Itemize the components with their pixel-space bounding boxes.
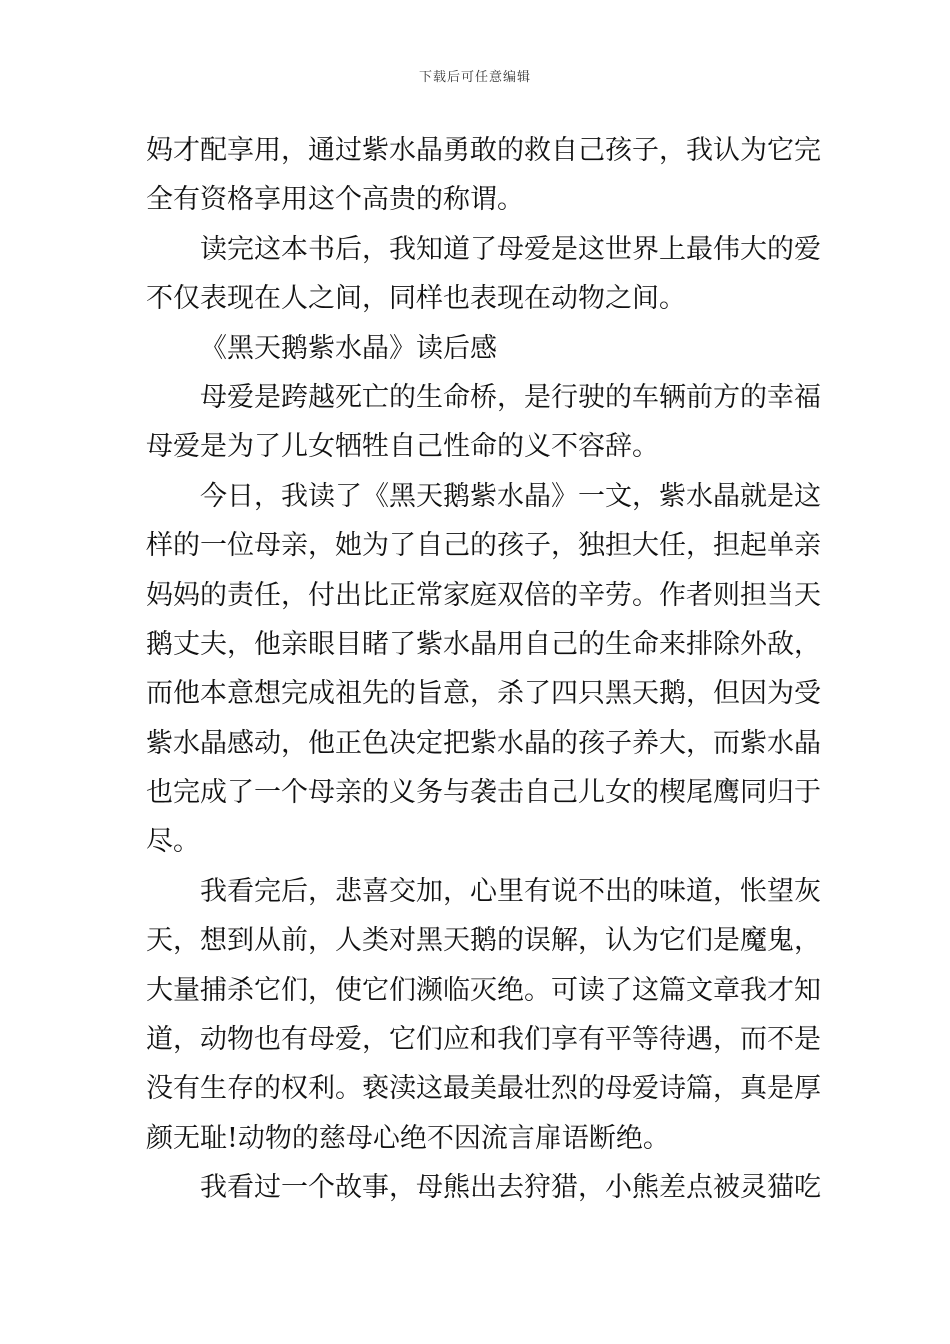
text-line: 妈妈的责任，付出比正常家庭双倍的辛劳。作者则担当天 xyxy=(146,579,821,611)
text-line: 尽。 xyxy=(146,826,200,858)
text-line: 我看过一个故事，母熊出去狩猎，小熊差点被灵猫吃 xyxy=(200,1172,821,1204)
document-body xyxy=(146,126,821,1213)
page-header: 下载后可任意编辑 xyxy=(418,70,531,85)
text-line: 读完这本书后，我知道了母爱是这世界上最伟大的爱 xyxy=(200,233,821,265)
text-line: 今日，我读了《黑天鹅紫水晶》一文，紫水晶就是这 xyxy=(200,480,821,512)
text-line: 颜无耻!动物的慈母心绝不因流言扉语断绝。 xyxy=(146,1122,670,1154)
text-line: 大量捕杀它们，使它们濒临灭绝。可读了这篇文章我才知 xyxy=(146,974,821,1006)
text-line: 样的一位母亲，她为了自己的孩子，独担大任，担起单亲 xyxy=(146,530,821,562)
text-line: 妈才配享用，通过紫水晶勇敢的救自己孩子，我认为它完 xyxy=(146,135,821,166)
text-line: 母爱是跨越死亡的生命桥，是行驶的车辆前方的幸福 xyxy=(200,381,821,413)
text-line: 天，想到从前，人类对黑天鹅的误解，认为它们是魔鬼， xyxy=(146,925,821,957)
text-line: 我看完后，悲喜交加，心里有说不出的味道，怅望灰 xyxy=(200,875,821,907)
text-line: 全有资格享用这个高贵的称谓。 xyxy=(146,184,524,216)
text-line: 母爱是为了儿女牺牲自己性命的义不容辞。 xyxy=(146,431,659,463)
section-title: 《黑天鹅紫水晶》读后感 xyxy=(200,332,497,364)
text-line: 也完成了一个母亲的义务与袭击自己儿女的楔尾鹰同归于 xyxy=(146,777,821,809)
text-line: 没有生存的权利。亵渎这最美最壮烈的母爱诗篇，真是厚 xyxy=(146,1073,821,1105)
text-line: 紫水晶感动，他正色决定把紫水晶的孩子养大，而紫水晶 xyxy=(146,727,821,759)
text-line: 而他本意想完成祖先的旨意，杀了四只黑天鹅，但因为受 xyxy=(146,678,821,710)
text-line: 鹅丈夫，他亲眼目睹了紫水晶用自己的生命来排除外敌， xyxy=(146,628,821,660)
text-line: 道，动物也有母爱，它们应和我们享有平等待遇，而不是 xyxy=(146,1024,821,1056)
text-line: 不仅表现在人之间，同样也表现在动物之间。 xyxy=(146,283,686,315)
